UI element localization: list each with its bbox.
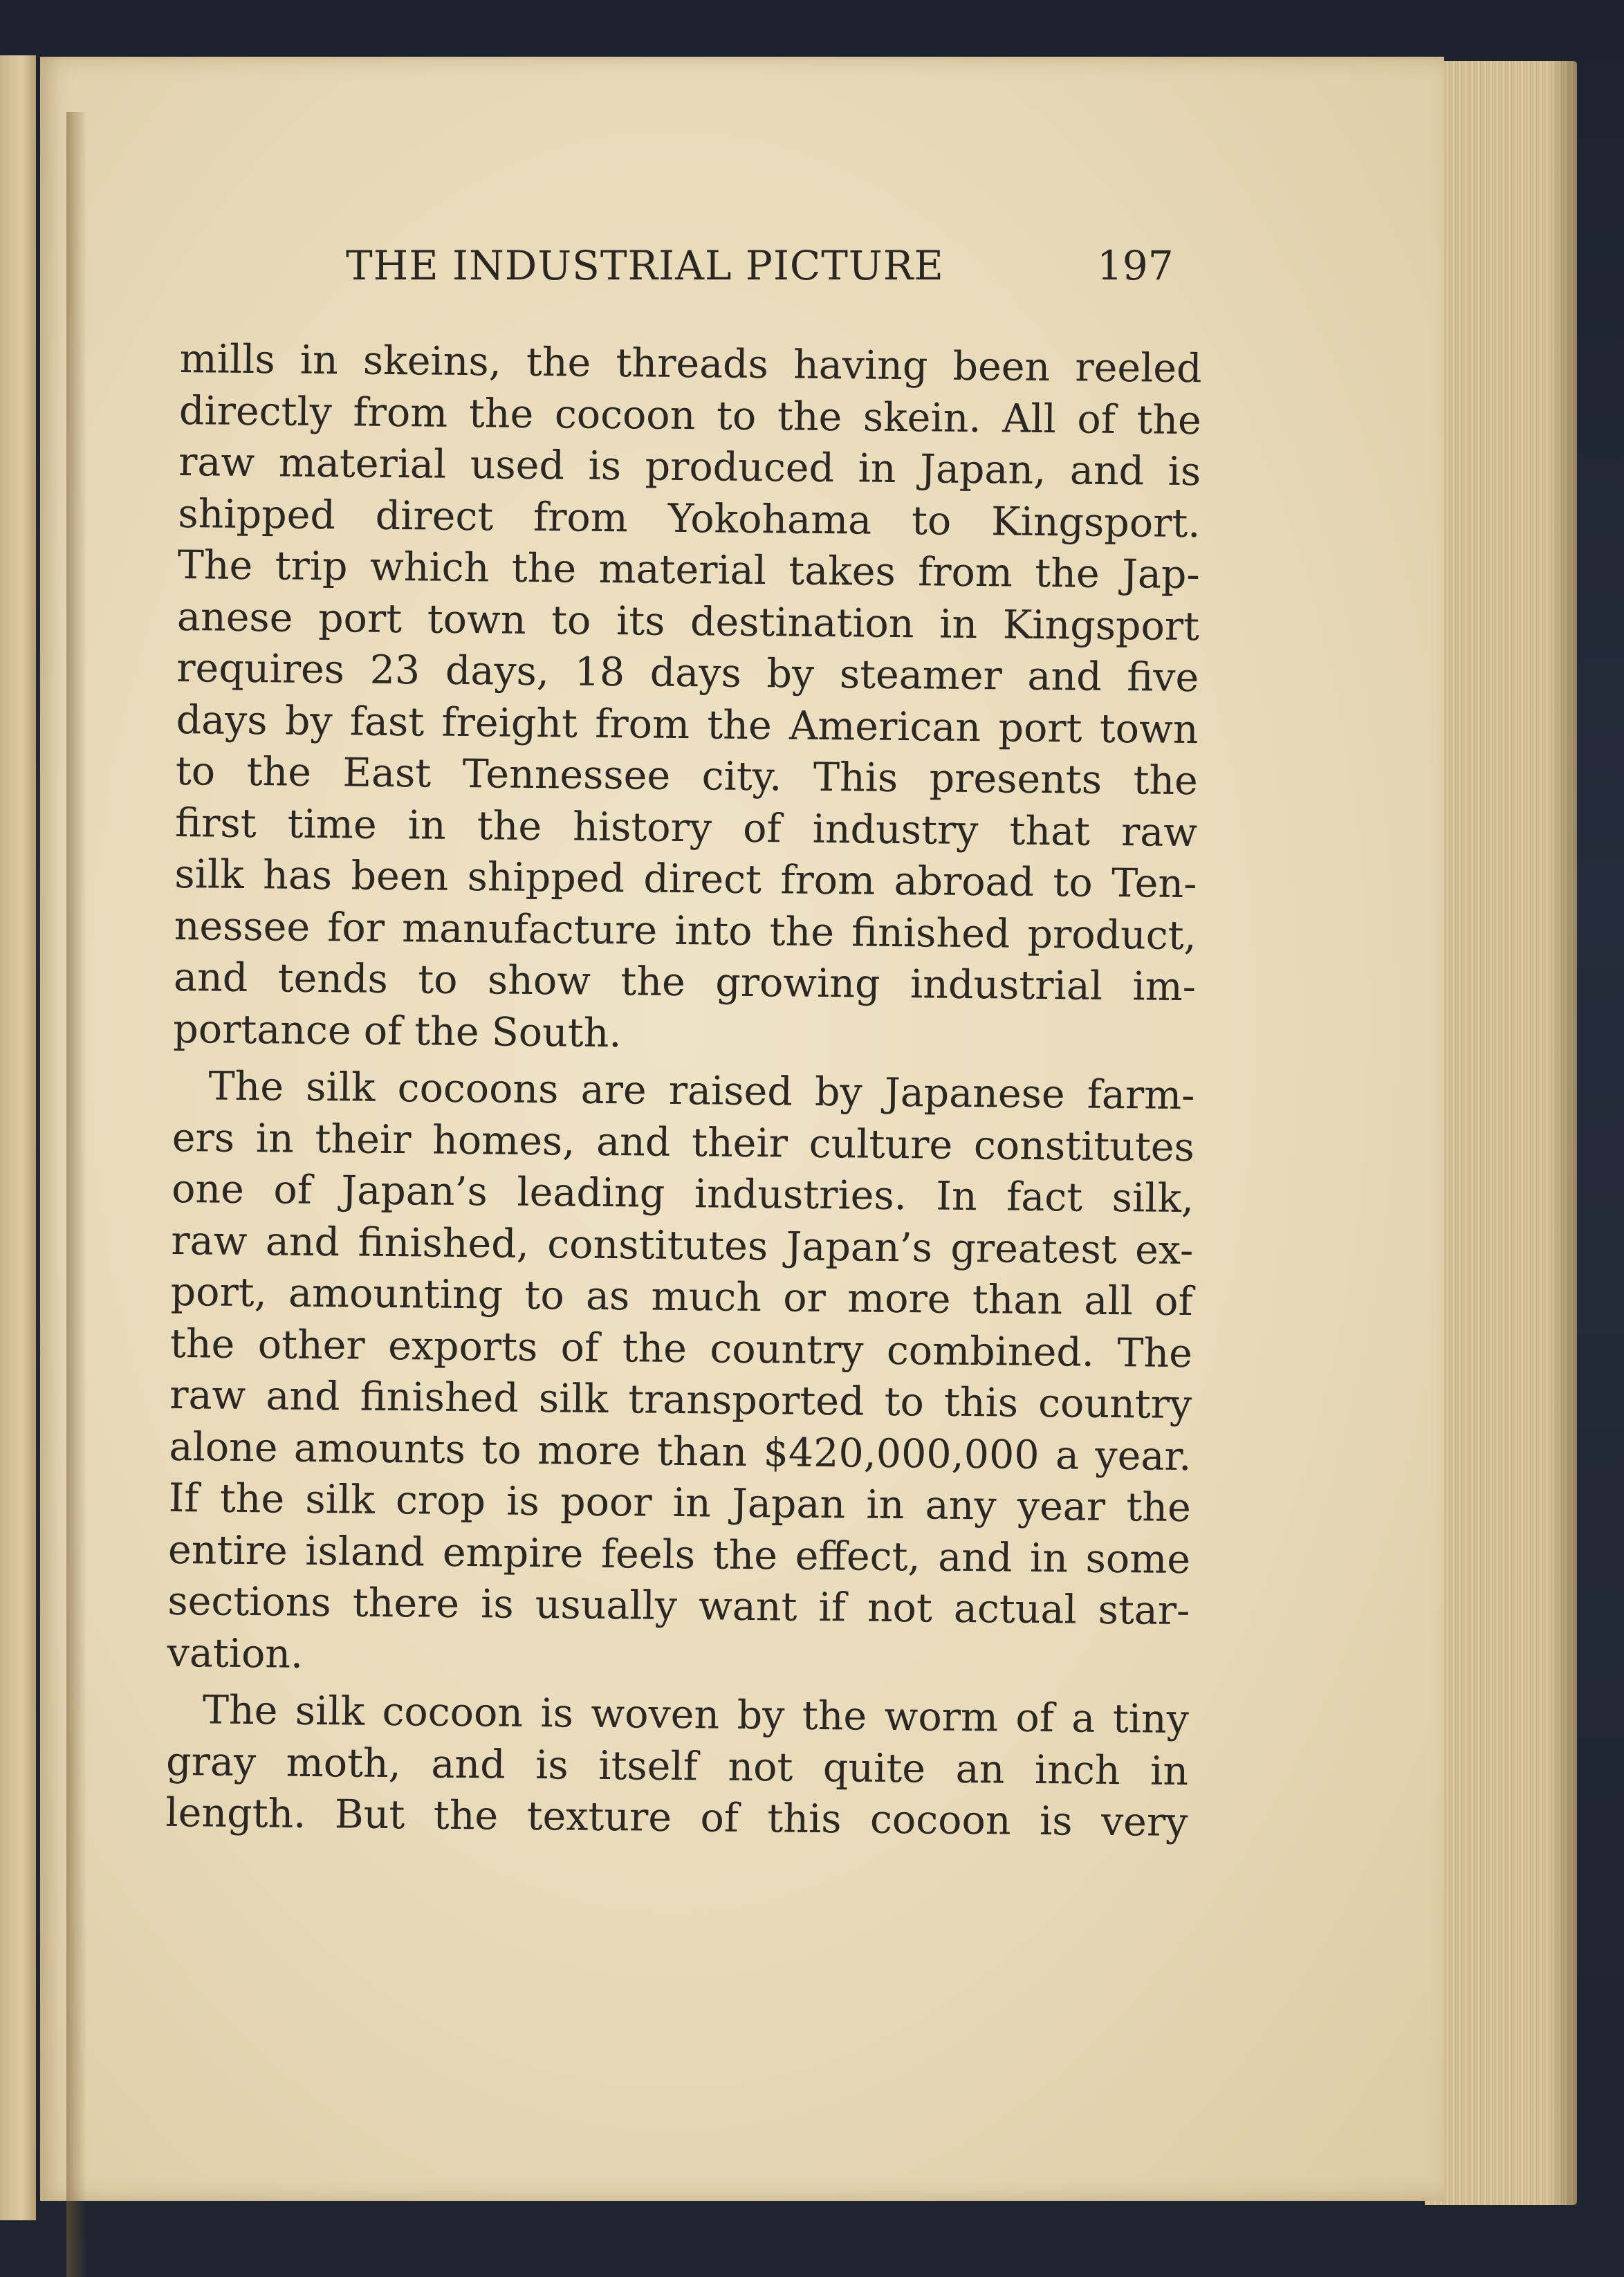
text-line: directly from the cocoon to the skein. All of the xyxy=(178,387,1202,443)
text-line: requires 23 days, 18 days by steamer and five xyxy=(176,645,1199,701)
running-head-title: THE INDUSTRIAL PICTURE xyxy=(346,242,944,289)
text-line: gray moth, and is itself not quite an inch in xyxy=(165,1738,1189,1794)
text-line: The silk cocoons are raised by Japanese farm- xyxy=(208,1063,1195,1119)
text-line: days by fast freight from the American port town xyxy=(176,697,1199,753)
text-line: and tends to show the growing industrial im- xyxy=(173,954,1197,1011)
text-line: raw material used is produced in Japan, and is xyxy=(178,439,1201,495)
text-line: first time in the history of industry that raw xyxy=(174,800,1198,856)
text-line: mills in skeins, the threads having been reeled xyxy=(179,335,1202,392)
text-line: The trip which the material takes from the Jap- xyxy=(177,542,1201,598)
text-line: the other exports of the country combined. The xyxy=(169,1320,1193,1376)
text-line: The silk cocoon is woven by the worm of a tiny xyxy=(202,1687,1190,1743)
page-block-edge xyxy=(1425,61,1577,2205)
text-line: sections there is usually want if not actual star- xyxy=(167,1578,1190,1634)
text-line: port, amounting to as much or more than all of xyxy=(170,1269,1193,1325)
text-line: If the silk crop is poor in Japan in any year the xyxy=(168,1475,1192,1531)
text-line: nessee for manufacture into the finished product, xyxy=(174,903,1197,959)
text-line: raw and finished, constitutes Japan’s greatest ex- xyxy=(171,1217,1194,1273)
text-line: ers in their homes, and their culture constitutes xyxy=(172,1114,1195,1170)
book-page xyxy=(40,57,1444,2201)
text-line: raw and finished silk transported to this country xyxy=(169,1372,1192,1428)
text-line: portance of the South. xyxy=(173,1006,622,1056)
body-text xyxy=(165,333,1202,1849)
text-line: anese port town to its destination in Kingsport xyxy=(176,593,1200,649)
page-number: 197 xyxy=(1097,242,1174,289)
text-line: silk has been shipped direct from abroad to Ten- xyxy=(174,851,1197,907)
text-line: to the East Tennessee city. This presents the xyxy=(175,748,1199,804)
text-line: one of Japan’s leading industries. In fact silk, xyxy=(171,1165,1194,1222)
text-line: vation. xyxy=(167,1630,304,1677)
text-line: shipped direct from Yokohama to Kingsport. xyxy=(178,490,1201,546)
text-line: length. But the texture of this cocoon is very xyxy=(165,1789,1188,1846)
facing-page-edge xyxy=(0,55,36,2220)
text-line: alone amounts to more than $420,000,000 a year. xyxy=(169,1423,1192,1479)
text-line: entire island empire feels the effect, and in some xyxy=(167,1527,1191,1583)
